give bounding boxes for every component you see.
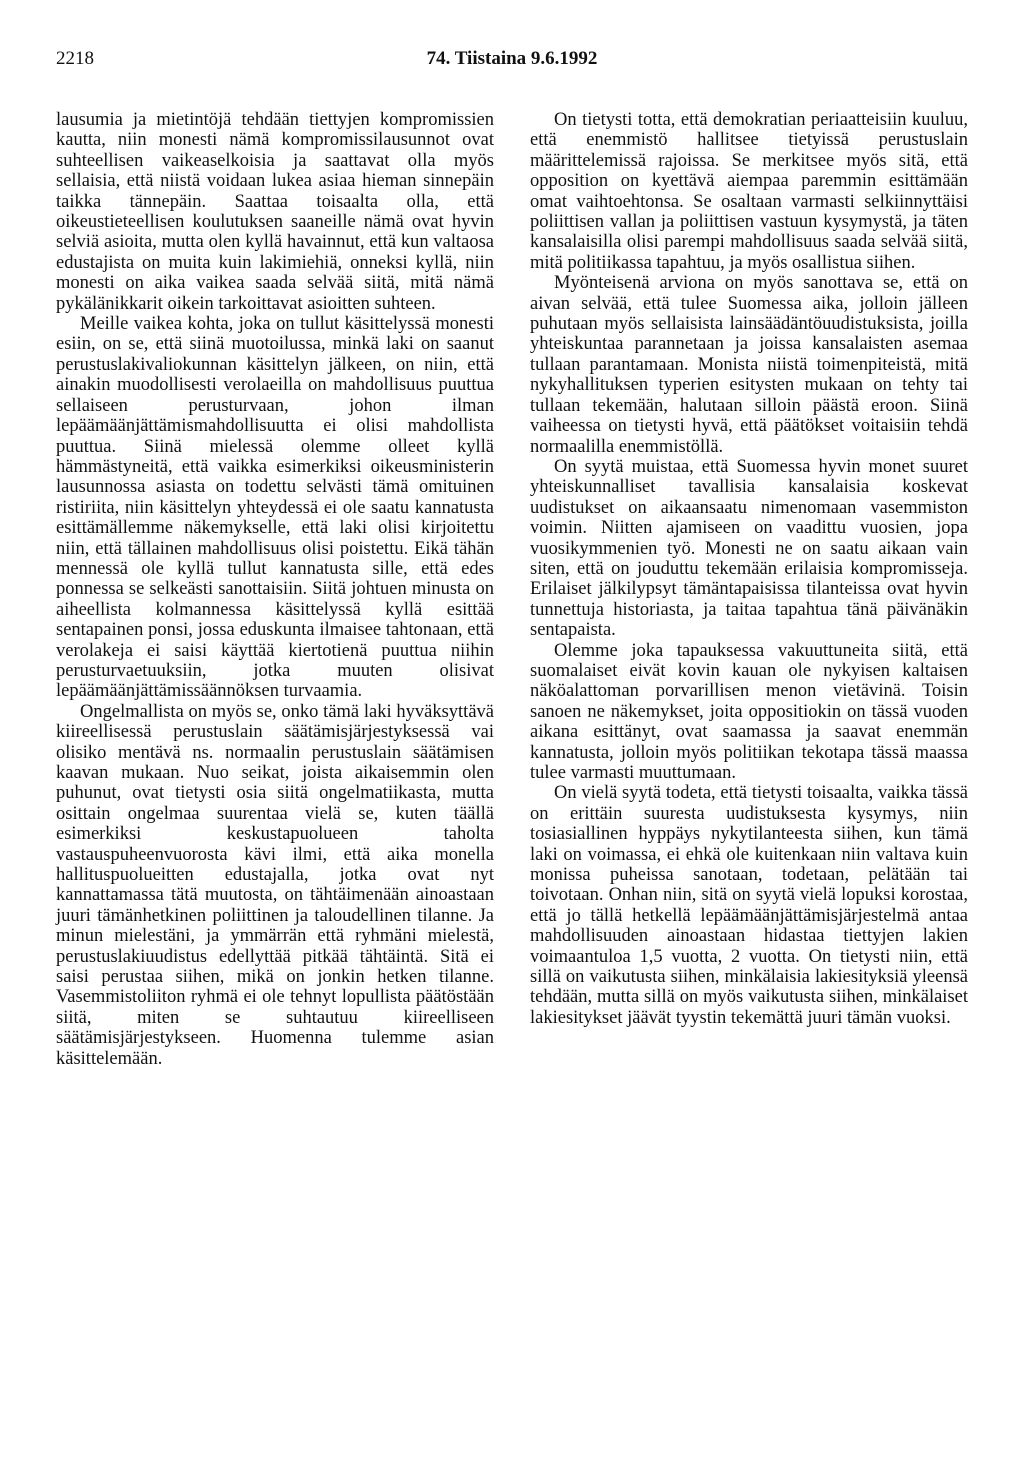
- page-number: 2218: [56, 48, 94, 69]
- paragraph: Meille vaikea kohta, joka on tullut käsittelyssä monesti esiin, on se, että siinä muotoilussa, minkä laki on saanut perustuslakivaliokunnan käsittelyn jälkeen, on niin, että ainakin muodollisesti verolaeilla on mahdollisuus puuttua sellaiseen perusturvaan, johon ilman lepäämäänjättämismahdollisuutta ei olisi mahdollista puuttua. Siinä mielessä olemme olleet kyllä hämmästyneitä, että vaikka esimerkiksi oikeusministerin lausunnossa asiasta on todettu selvästi tämä omituinen ristiriita, niin käsittelyn yhteydessä ei ole saatu kannatusta esittämällemme näkemykselle, että laki olisi kirjoitettu niin, että tällainen mahdollisuus olisi poistettu. Eikä tähän mennessä ole kyllä tullut kannatusta sille, että edes ponnessa se selkeästi sanottaisiin. Siitä johtuen minusta on aiheellista kolmannessa käsittelyssä kyllä esittää sentapainen ponsi, jossa eduskunta ilmaisee tahtonaan, että verolakeja ei saisi käyttää kiertotienä puuttua niihin perusturvaetuuksiin, jotka muuten olisivat lepäämäänjättämissäännöksen turvaamia.: [56, 314, 494, 702]
- page-header: [56, 46, 968, 72]
- paragraph: On tietysti totta, että demokratian periaatteisiin kuuluu, että enemmistö hallitsee tietyissä perustuslain määrittelemissä rajoissa. Se merkitsee myös sitä, että opposition on kyettävä aiempaa paremmin esittämään omat vaihtoehtonsa. Se osaltaan varmasti selkiinnyttäisi poliittisen vallan ja poliittisen vastuun kysymystä, ja täten kansalaisilla olisi parempi mahdollisuus saada selvää siitä, mitä politiikassa tapahtuu, ja myös osallistua siihen.: [530, 110, 968, 273]
- paragraph: Olemme joka tapauksessa vakuuttuneita siitä, että suomalaiset eivät kovin kauan ole nykyisen kaltaisen näköalattoman porvarillisen menon vietävinä. Toisin sanoen ne näkemykset, joita oppositiokin on tässä vuoden aikana esittänyt, ovat saamassa ja saavat enemmän kannatusta, jolloin myös politiikan tekotapa tässä maassa tulee varmasti muuttumaan.: [530, 640, 968, 783]
- paragraph: lausumia ja mietintöjä tehdään tiettyjen kompromissien kautta, niin monesti nämä kompromissilausunnot ovat suhteellisen vaikeaselkoisia ja saattavat olla myös sellaisia, että niistä voidaan lukea asiaa hieman sinnepäin taikka tännepäin. Saattaa toisaalta olla, että oikeustieteellisen koulutuksen saaneille nämä ovat hyvin selviä asioita, mutta olen kyllä havainnut, että kun valtaosa edustajista on muita kuin lakimiehiä, onneksi kyllä, niin monesti on aika vaikea saada selvää siitä, mitä nämä pykälänikkarit oikein tarkoittavat asioitten suhteen.: [56, 110, 494, 314]
- paragraph: On vielä syytä todeta, että tietysti toisaalta, vaikka tässä on erittäin suuresta uudistuksesta kysymys, niin tosiasiallinen hyppäys nykytilanteesta siihen, kun tämä laki on voimassa, ei ehkä ole kuitenkaan niin valtava kuin monissa puheissa sanotaan, todetaan, pelätään tai toivotaan. Onhan niin, sitä on syytä vielä lopuksi korostaa, että jo tällä hetkellä lepäämäänjättämisjärjestelmä antaa mahdollisuuden ainoastaan hidastaa tiettyjen lakien voimaantuloa 1,5 vuotta, 2 vuotta. On tietysti niin, että sillä on vaikutusta siihen, minkälaisia lakiesityksiä yleensä tehdään, mutta sillä on myös vaikutusta siihen, minkälaiset lakiesitykset jäävät tyystin tekemättä juuri tämän vuoksi.: [530, 783, 968, 1028]
- paragraph: On syytä muistaa, että Suomessa hyvin monet suuret yhteiskunnalliset tavallisia kansalaisia koskevat uudistukset on aikaansaatu nimenomaan vasemmiston voimin. Niitten ajamiseen on vaadittu vuosien, jopa vuosikymmenien työ. Monesti ne on saatu aikaan vain siten, että on jouduttu tekemään erilaisia kompromisseja. Erilaiset jälkilypsyt tämäntapaisissa tilanteissa ovat hyvin tunnettuja historiasta, ja taitaa tapahtua tänä päivänäkin sentapaista.: [530, 456, 968, 641]
- paragraph: Ongelmallista on myös se, onko tämä laki hyväksyttävä kiireellisessä perustuslain säätämisjärjestyksessä vai olisiko mentävä ns. normaalin perustuslain säätämisen kaavan mukaan. Nuo seikat, joista aikaisemmin olen puhunut, ovat tietysti osia siitä ongelmatiikasta, mutta osittain ongelmaa suurentaa vielä se, kuten täällä esimerkiksi keskustapuolueen taholta vastauspuheenvuorosta kävi ilmi, että aika monella hallituspuolueitten edustajalla, jotka ovat nyt kannattamassa tätä muutosta, on tähtäimenään ainoastaan juuri tämänhetkinen poliittinen ja taloudellinen tilanne. Ja minun mielestäni, ja ymmärrän että ryhmäni mielestä, perustuslakiuudistus edellyttää pitkää tähtäintä. Sitä ei saisi perustaa siihen, mikä on jonkin hetken tilanne. Vasemmistoliiton ryhmä ei ole tehnyt lopullista päätöstään siitä, miten se suhtautuu kiireelliseen säätämisjärjestykseen. Huomenna tulemme asian käsittelemään.: [56, 701, 494, 1069]
- right-column: [530, 110, 968, 1028]
- left-column: [56, 110, 494, 1069]
- paragraph: Myönteisenä arviona on myös sanottava se, että on aivan selvää, että tulee Suomessa aika, jolloin jälleen puhutaan myös sellaisista lainsäädäntöuudistuksista, joilla yhteiskuntaa parannetaan ja joissa kansalaisten asemaa tullaan parantamaan. Monista niistä toimenpiteistä, mitä nykyhallituksen typerien esitysten mukaan on tehty tai tullaan tekemään, halutaan silloin päästä eroon. Siinä vaiheessa on tietysti hyvä, että päätökset voitaisiin tehdä normaalilla enemmistöllä.: [530, 273, 968, 457]
- running-title: 74. Tiistaina 9.6.1992: [426, 48, 598, 69]
